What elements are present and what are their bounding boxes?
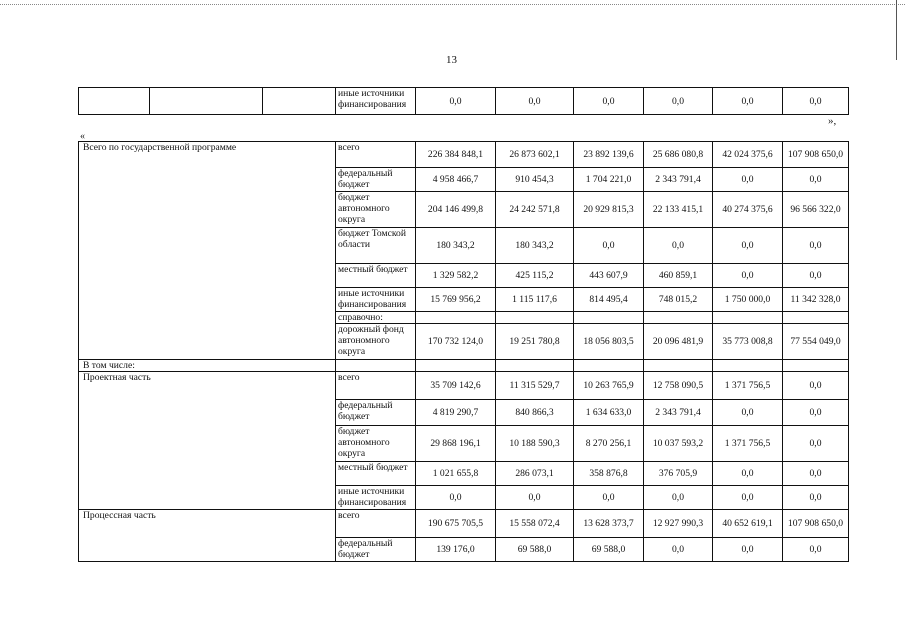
value-cell: 69 588,0 [496, 538, 574, 562]
source-cell: местный бюджет [336, 264, 416, 288]
table-row [79, 510, 849, 538]
value-cell: 0,0 [574, 88, 644, 115]
value-cell: 0,0 [644, 228, 713, 264]
value-cell: 13 628 373,7 [574, 510, 644, 538]
value-cell: 77 554 049,0 [783, 324, 849, 360]
value-cell: 170 732 124,0 [416, 324, 496, 360]
value-cell: 10 037 593,2 [644, 426, 713, 462]
value-cell [574, 312, 644, 324]
value-cell: 0,0 [713, 264, 783, 288]
source-cell: федеральный бюджет [336, 538, 416, 562]
value-cell: 1 704 221,0 [574, 168, 644, 192]
value-cell: 0,0 [416, 486, 496, 510]
empty-cell [336, 360, 416, 372]
value-cell: 1 634 633,0 [574, 400, 644, 426]
value-cell: 40 652 619,1 [713, 510, 783, 538]
value-cell: 0,0 [783, 400, 849, 426]
table-row [79, 360, 849, 372]
value-cell: 4 819 290,7 [416, 400, 496, 426]
empty-cell [574, 360, 644, 372]
source-cell: федеральный бюджет [336, 400, 416, 426]
value-cell: 0,0 [713, 88, 783, 115]
value-cell: 814 495,4 [574, 288, 644, 312]
scan-edge [0, 4, 905, 17]
value-cell: 18 056 803,5 [574, 324, 644, 360]
value-cell [496, 312, 574, 324]
value-cell: 286 073,1 [496, 462, 574, 486]
value-cell: 0,0 [783, 88, 849, 115]
continuation-table [78, 87, 849, 115]
value-cell: 840 866,3 [496, 400, 574, 426]
value-cell: 0,0 [574, 228, 644, 264]
value-cell: 0,0 [713, 486, 783, 510]
value-cell: 0,0 [644, 486, 713, 510]
value-cell: 35 709 142,6 [416, 372, 496, 400]
source-cell: бюджет Томской области [336, 228, 416, 264]
empty-cell [783, 360, 849, 372]
value-cell: 12 758 090,5 [644, 372, 713, 400]
empty-cell [644, 360, 713, 372]
value-cell [416, 312, 496, 324]
value-cell: 11 315 529,7 [496, 372, 574, 400]
value-cell: 15 558 072,4 [496, 510, 574, 538]
empty-cell [150, 88, 263, 115]
value-cell: 0,0 [783, 426, 849, 462]
value-cell: 0,0 [713, 400, 783, 426]
value-cell [783, 312, 849, 324]
budget-table [78, 141, 849, 562]
value-cell: 180 343,2 [416, 228, 496, 264]
value-cell: 0,0 [783, 462, 849, 486]
value-cell: 107 908 650,0 [783, 510, 849, 538]
value-cell: 0,0 [713, 462, 783, 486]
empty-cell [263, 88, 336, 115]
empty-cell [496, 360, 574, 372]
section-label: В том числе: [79, 360, 336, 372]
closing-quote: », [828, 115, 837, 127]
empty-cell [416, 360, 496, 372]
value-cell: 139 176,0 [416, 538, 496, 562]
value-cell: 96 566 322,0 [783, 192, 849, 228]
value-cell: 0,0 [713, 538, 783, 562]
source-cell: иные источники финансирования [336, 88, 416, 115]
value-cell: 0,0 [783, 264, 849, 288]
value-cell: 226 384 848,1 [416, 142, 496, 168]
value-cell: 20 929 815,3 [574, 192, 644, 228]
value-cell: 2 343 791,4 [644, 400, 713, 426]
value-cell: 358 876,8 [574, 462, 644, 486]
opening-quote: « [80, 131, 85, 142]
table-row [79, 88, 849, 115]
value-cell: 0,0 [496, 486, 574, 510]
value-cell: 1 371 756,5 [713, 426, 783, 462]
value-cell: 1 329 582,2 [416, 264, 496, 288]
value-cell: 443 607,9 [574, 264, 644, 288]
value-cell: 29 868 196,1 [416, 426, 496, 462]
value-cell: 23 892 139,6 [574, 142, 644, 168]
value-cell [713, 312, 783, 324]
value-cell: 0,0 [644, 88, 713, 115]
value-cell: 22 133 415,1 [644, 192, 713, 228]
source-cell: федеральный бюджет [336, 168, 416, 192]
value-cell: 0,0 [713, 228, 783, 264]
section-label: Процессная часть [79, 510, 336, 562]
value-cell: 2 343 791,4 [644, 168, 713, 192]
value-cell: 376 705,9 [644, 462, 713, 486]
value-cell: 1 371 756,5 [713, 372, 783, 400]
value-cell: 107 908 650,0 [783, 142, 849, 168]
value-cell: 425 115,2 [496, 264, 574, 288]
page-number: 13 [446, 54, 457, 66]
source-cell: иные источники финансирования [336, 288, 416, 312]
value-cell: 69 588,0 [574, 538, 644, 562]
source-cell: дорожный фонд автономного округа [336, 324, 416, 360]
section-label: Всего по государственной программе [79, 142, 336, 360]
value-cell: 40 274 375,6 [713, 192, 783, 228]
value-cell: 0,0 [783, 486, 849, 510]
value-cell: 0,0 [574, 486, 644, 510]
value-cell: 0,0 [713, 168, 783, 192]
value-cell: 4 958 466,7 [416, 168, 496, 192]
table-row [79, 372, 849, 400]
value-cell: 180 343,2 [496, 228, 574, 264]
source-cell: всего [336, 142, 416, 168]
empty-cell [79, 88, 150, 115]
value-cell: 204 146 499,8 [416, 192, 496, 228]
value-cell [644, 312, 713, 324]
value-cell: 0,0 [416, 88, 496, 115]
value-cell: 460 859,1 [644, 264, 713, 288]
value-cell: 26 873 602,1 [496, 142, 574, 168]
value-cell: 748 015,2 [644, 288, 713, 312]
value-cell: 25 686 080,8 [644, 142, 713, 168]
value-cell: 0,0 [783, 538, 849, 562]
empty-cell [713, 360, 783, 372]
source-cell: всего [336, 372, 416, 400]
table-row [79, 142, 849, 168]
value-cell: 12 927 990,3 [644, 510, 713, 538]
value-cell: 0,0 [783, 372, 849, 400]
value-cell: 19 251 780,8 [496, 324, 574, 360]
value-cell: 1 021 655,8 [416, 462, 496, 486]
value-cell: 190 675 705,5 [416, 510, 496, 538]
value-cell: 0,0 [783, 168, 849, 192]
value-cell: 0,0 [783, 228, 849, 264]
source-cell: иные источники финансирования [336, 486, 416, 510]
value-cell: 1 750 000,0 [713, 288, 783, 312]
value-cell: 20 096 481,9 [644, 324, 713, 360]
value-cell: 15 769 956,2 [416, 288, 496, 312]
source-cell: бюджет автономного округа [336, 192, 416, 228]
value-cell: 42 024 375,6 [713, 142, 783, 168]
section-label: Проектная часть [79, 372, 336, 510]
value-cell: 10 188 590,3 [496, 426, 574, 462]
value-cell: 0,0 [496, 88, 574, 115]
scan-edge-right [896, 0, 905, 60]
value-cell: 1 115 117,6 [496, 288, 574, 312]
value-cell: 35 773 008,8 [713, 324, 783, 360]
source-cell: справочно: [336, 312, 416, 324]
value-cell: 10 263 765,9 [574, 372, 644, 400]
source-cell: бюджет автономного округа [336, 426, 416, 462]
value-cell: 8 270 256,1 [574, 426, 644, 462]
value-cell: 11 342 328,0 [783, 288, 849, 312]
value-cell: 910 454,3 [496, 168, 574, 192]
source-cell: местный бюджет [336, 462, 416, 486]
value-cell: 0,0 [644, 538, 713, 562]
value-cell: 24 242 571,8 [496, 192, 574, 228]
source-cell: всего [336, 510, 416, 538]
